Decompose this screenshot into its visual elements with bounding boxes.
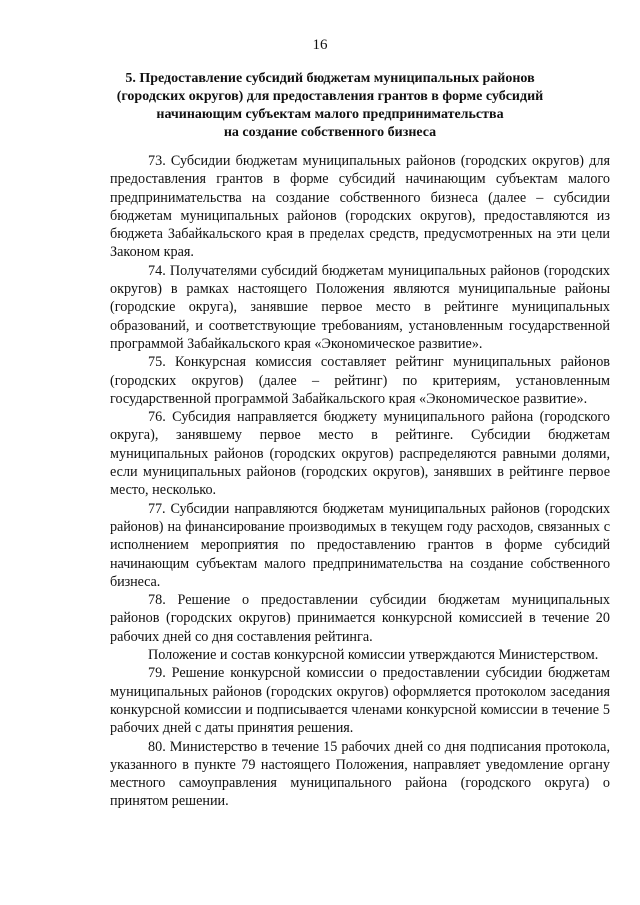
- paragraph-74: 74. Получателями субсидий бюджетам муниципальных районов (городских округов) в рамках настоящего Положения являются муниципальные районы (городские округа), занявшие первое место в рейтинге муниципальных образований, и соответствующие требованиям, установленным государственной программой Забайкальского края «Экономическое развитие».: [110, 262, 610, 352]
- document-body: [110, 152, 610, 811]
- section-heading: [100, 70, 560, 142]
- paragraph-80: 80. Министерство в течение 15 рабочих дней со дня подписания протокола, указанного в пункте 79 настоящего Положения, направляет уведомление органу местного самоуправления муниципального района (городского округа) о принятом решении.: [110, 738, 610, 810]
- page-number: 16: [312, 37, 328, 53]
- paragraph-77: 77. Субсидии направляются бюджетам муниципальных районов (городских районов) на финансирование производимых в текущем году расходов, связанных с исполнением мероприятия по предоставлению грантов в форме субсидий начинающим субъектам малого предпринимательства на создание собственного бизнеса.: [110, 500, 610, 590]
- section-heading-line: (городских округов) для предоставления грантов в форме субсидий: [116, 89, 544, 104]
- section-heading-line: 5. Предоставление субсидий бюджетам муниципальных районов: [125, 71, 535, 86]
- paragraph-76: 76. Субсидия направляется бюджету муниципального района (городского округа), занявшему первое место в рейтинге. Субсидии бюджетам муниципальных районов (городских округов) распределяются равными долями, если муниципальных районов (городских округов), занявших в рейтинге первое место, несколько.: [110, 409, 610, 499]
- paragraph-79: 79. Решение конкурсной комиссии о предоставлении субсидии бюджетам муниципальных районов (городских округов) оформляется протоколом заседания конкурсной комиссии и подписывается членами конкурсной комиссии в течение 5 рабочих дней с даты принятия решения.: [110, 665, 610, 737]
- paragraph-75: 75. Конкурсная комиссия составляет рейтинг муниципальных районов (городских округов) (далее – рейтинг) по критериям, установленным государственной программой Забайкальского края «Экономическое развитие».: [110, 354, 610, 407]
- paragraph-commission: Положение и состав конкурсной комиссии утверждаются Министерством.: [148, 647, 599, 664]
- section-heading-line: начинающим субъектам малого предпринимательства: [156, 107, 504, 122]
- paragraph-78: 78. Решение о предоставлении субсидии бюджетам муниципальных районов (городских округов) принимается конкурсной комиссией в течение 20 рабочих дней со дня составления рейтинга.: [110, 592, 610, 645]
- paragraph-73: 73. Субсидии бюджетам муниципальных районов (городских округов) для предоставления грантов в форме субсидий начинающим субъектам малого предпринимательства на создание собственного бизнеса (далее – субсидии бюджетам муниципальных районов (городских округов), предоставляются из бюджета Забайкальского края в пределах средств, предусмотренных на эти цели Законом края.: [110, 153, 610, 261]
- section-heading-line: на создание собственного бизнеса: [223, 125, 437, 140]
